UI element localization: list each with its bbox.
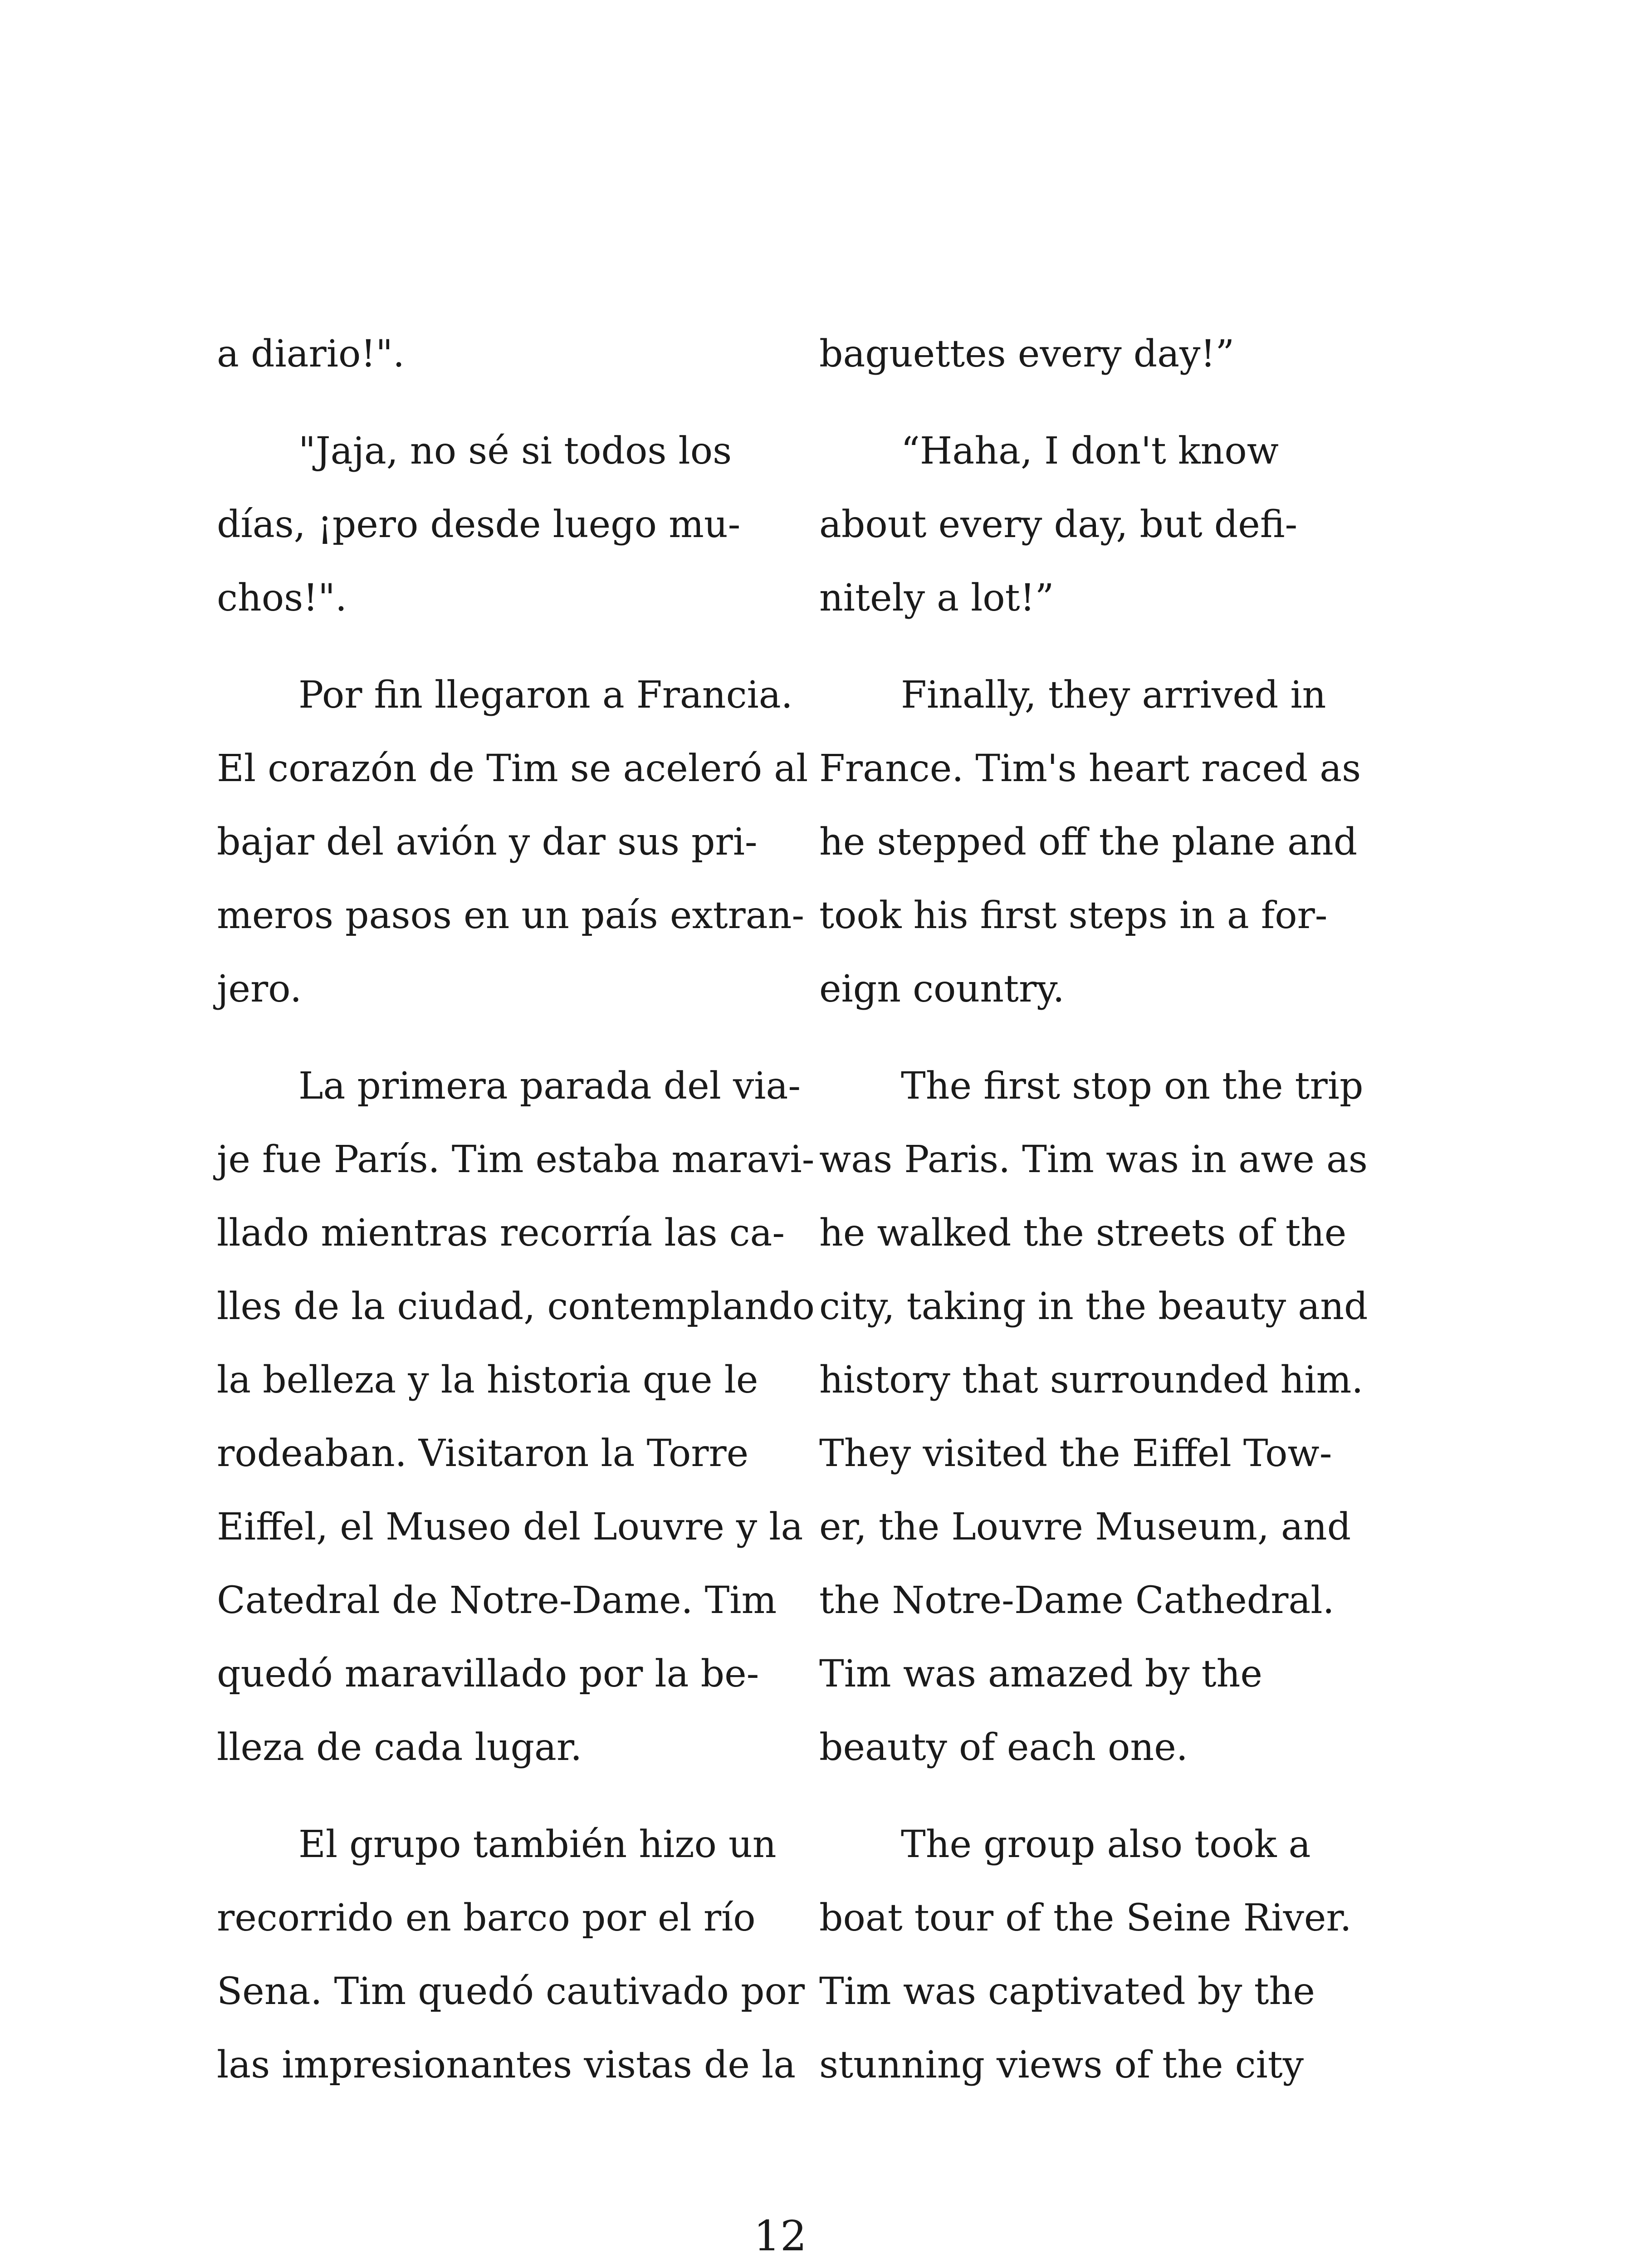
text-line: baguettes every day!” (819, 332, 1235, 376)
text-line: Sena. Tim quedó cautivado por (217, 1970, 805, 2013)
text-line: jero. (217, 968, 302, 1011)
text-line: je fue París. Tim estaba maravi- (217, 1138, 815, 1181)
paragraph (217, 1808, 805, 2102)
text-line: Finally, they arrived in (901, 674, 1326, 717)
paragraph (819, 659, 1382, 1026)
paragraph (819, 415, 1382, 635)
paragraph (819, 1808, 1382, 2102)
paragraph (819, 1050, 1382, 1784)
text-line: lles de la ciudad, contemplando (217, 1285, 815, 1328)
text-line: was Paris. Tim was in awe as (819, 1138, 1368, 1181)
text-line: rodeaban. Visitaron la Torre (217, 1432, 749, 1475)
text-line: El grupo también hizo un (298, 1823, 777, 1866)
text-line: la belleza y la historia que le (217, 1359, 758, 1402)
text-line: city, taking in the beauty and (819, 1285, 1368, 1328)
text-line: Catedral de Notre-Dame. Tim (217, 1579, 777, 1622)
paragraph (217, 318, 779, 391)
text-line: Eiffel, el Museo del Louvre y la (217, 1505, 803, 1549)
text-line: stunning views of the city (819, 2043, 1304, 2087)
text-line: about every day, but defi- (819, 503, 1298, 546)
text-line: “Haha, I don't know (901, 430, 1279, 473)
text-line: eign country. (819, 968, 1065, 1011)
text-line: chos!". (217, 577, 347, 620)
paragraph (217, 415, 779, 635)
text-line: Tim was captivated by the (819, 1970, 1315, 2013)
text-line: France. Tim's heart raced as (819, 747, 1361, 790)
text-line: Por fin llegaron a Francia. (298, 674, 793, 717)
text-line: boat tour of the Seine River. (819, 1897, 1352, 1940)
text-line: Tim was amazed by the (819, 1652, 1262, 1696)
text-line: "Jaja, no sé si todos los (298, 430, 732, 473)
text-line: the Notre-Dame Cathedral. (819, 1579, 1335, 1622)
text-line: a diario!". (217, 332, 405, 376)
text-line: llado mientras recorría las ca- (217, 1212, 785, 1255)
text-line: El corazón de Tim se aceleró al (217, 747, 808, 790)
text-line: he stepped off the plane and (819, 821, 1358, 864)
text-line: The first stop on the trip (901, 1065, 1364, 1108)
text-line: beauty of each one. (819, 1726, 1188, 1769)
text-line: They visited the Eiffel Tow- (819, 1432, 1332, 1475)
text-line: las impresionantes vistas de la (217, 2043, 796, 2087)
page-number: 12 (753, 2212, 807, 2260)
text-line: nitely a lot!” (819, 577, 1054, 620)
text-line: días, ¡pero desde luego mu- (217, 503, 741, 546)
text-line: history that surrounded him. (819, 1359, 1364, 1402)
text-line: he walked the streets of the (819, 1212, 1347, 1255)
paragraph (217, 659, 808, 1026)
paragraph (217, 1050, 815, 1784)
spanish-text-column (217, 318, 815, 2126)
text-line: lleza de cada lugar. (217, 1726, 582, 1769)
text-line: La primera parada del via- (298, 1065, 801, 1108)
text-line: er, the Louvre Museum, and (819, 1505, 1351, 1549)
paragraph (819, 318, 1382, 391)
text-line: quedó maravillado por la be- (217, 1652, 759, 1696)
text-line: meros pasos en un país extran- (217, 894, 805, 937)
text-line: The group also took a (901, 1823, 1311, 1866)
english-text-column (819, 318, 1382, 2126)
text-line: bajar del avión y dar sus pri- (217, 821, 758, 864)
text-line: recorrido en barco por el río (217, 1897, 756, 1940)
text-line: took his first steps in a for- (819, 894, 1328, 937)
